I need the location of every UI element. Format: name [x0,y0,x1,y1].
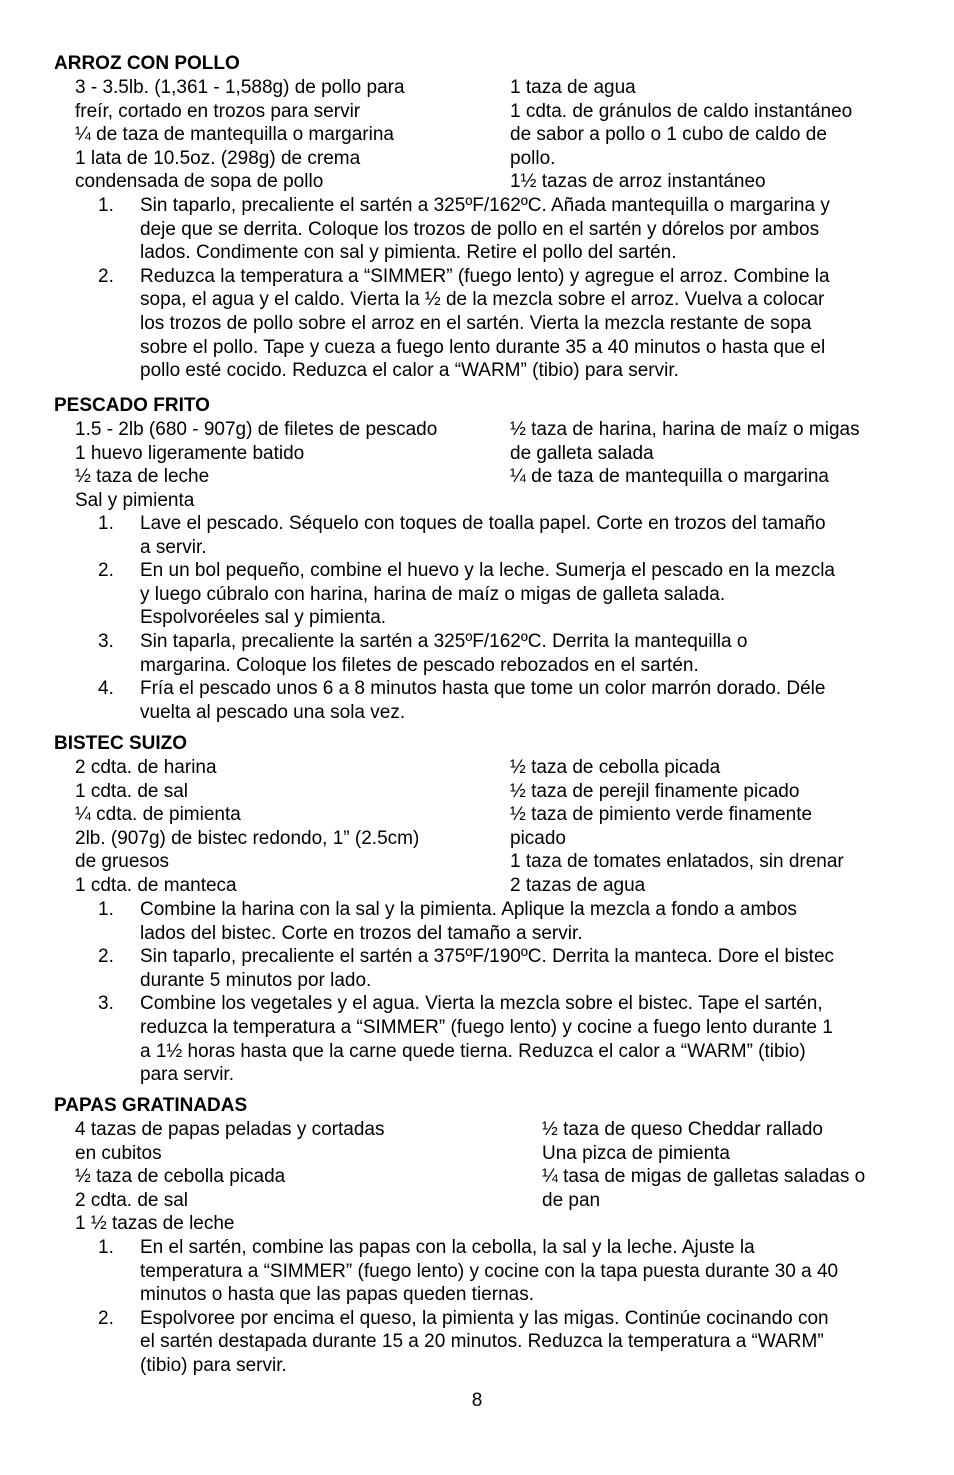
ingredient-line: de pan [542,1189,601,1211]
step-line: Sin taparla, precaliente la sartén a 325ºF/162ºC. Derrita la mantequilla o [140,630,748,652]
step-line: Combine la harina con la sal y la pimienta. Aplique la mezcla a fondo a ambos [140,899,797,920]
ingredient-line: Una pizca de pimienta [542,1142,730,1164]
ingredient-line: ¼ cdta. de pimienta [75,804,241,826]
step-line: Espolvoréeles sal y pimienta. [140,607,387,629]
ingredient-line: 1.5 - 2lb (680 - 907g) de filetes de pescado [75,419,438,440]
step-line: sopa, el agua y el caldo. Vierta la ½ de la mezcla sobre el arroz. Vuelva a colocar [140,289,825,311]
step-number: 1. [98,195,114,216]
step [54,677,904,724]
ingredient-line: 1 ½ tazas de leche [75,1213,235,1235]
ingredients-left-column [75,1118,384,1236]
step-line: vuelta al pescado una sola vez. [140,701,406,723]
ingredient-line: ½ taza de cebolla picada [75,1166,286,1188]
step-line: Fría el pescado unos 6 a 8 minutos hasta que tome un color marrón dorado. Déle [140,678,826,700]
ingredient-line: 1 taza de agua [510,77,636,98]
step-number: 2. [98,265,114,287]
ingredients [54,418,904,512]
ingredient-line: ½ taza de pimiento verde finamente [510,804,813,826]
step-line: sobre el pollo. Tape y cueza a fuego lento durante 35 a 40 minutos o hasta que el [140,336,826,358]
step-line: Espolvoree por encima el queso, la pimienta y las migas. Continúe cocinando con [140,1307,829,1329]
ingredients-right-column [510,418,860,489]
ingredient-line: de galleta salada [510,442,654,464]
ingredient-line: condensada de sopa de pollo [75,171,324,193]
ingredient-line: 2 tazas de agua [510,874,646,896]
step [54,194,904,265]
recipe-title: ARROZ CON POLLO [54,53,240,74]
ingredient-line: 1 huevo ligeramente batido [75,442,305,464]
ingredient-line: ½ taza de perejil finamente picado [510,780,800,802]
step-line: los trozos de pollo sobre el arroz en el sartén. Vierta la mezcla restante de sopa [140,312,812,334]
step [54,1236,904,1307]
ingredient-line: Sal y pimienta [75,489,195,511]
step-line: En el sartén, combine las papas con la cebolla, la sal y la leche. Ajuste la [140,1237,755,1258]
step-line: lados. Condimente con sal y pimienta. Retire el pollo del sartén. [140,242,677,264]
recipe-title: PAPAS GRATINADAS [54,1095,248,1116]
ingredients [54,756,904,898]
ingredients-right-column [542,1118,865,1212]
step [54,512,904,559]
step-text [140,194,904,265]
step-number: 1. [98,513,114,534]
step-line: el sartén destapada durante 15 a 20 minutos. Reduzca la temperatura a “WARM” [140,1331,824,1353]
ingredient-line: de gruesos [75,851,170,873]
step-line: Combine los vegetales y el agua. Vierta la mezcla sobre el bistec. Tape el sartén, [140,993,823,1015]
step-line: (tibio) para servir. [140,1354,287,1376]
step [54,945,904,992]
ingredients [54,1118,904,1236]
step-number: 1. [98,1237,114,1258]
step-line: lados del bistec. Corte en trozos del tamaño a servir. [140,922,583,944]
ingredient-line: ¼ de taza de mantequilla o margarina [510,466,829,488]
step-number: 2. [98,1307,114,1329]
ingredient-line: en cubitos [75,1142,162,1164]
step-line: pollo esté cocido. Reduzca el calor a “WARM” (tibio) para servir. [140,360,679,382]
step-number: 4. [98,678,114,700]
ingredient-line: 1 cdta. de gránulos de caldo instantáneo [510,100,853,122]
step-text [140,677,904,724]
ingredient-line: ¼ tasa de migas de galletas saladas o [542,1166,866,1188]
step [54,1307,904,1378]
step-line: durante 5 minutos por lado. [140,969,372,991]
step [54,265,904,383]
page-number: 8 [471,1390,483,1411]
step-number: 3. [98,630,114,652]
step-text [140,630,904,677]
recipe-title: PESCADO FRITO [54,395,210,416]
step-number: 2. [98,946,114,968]
recipe-title: BISTEC SUIZO [54,733,188,754]
recipe-pescado-frito [54,394,904,724]
step-line: Sin taparlo, precaliente el sartén a 375ºF/190ºC. Derrita la manteca. Dore el bistec [140,946,835,968]
ingredient-line: de sabor a pollo o 1 cubo de caldo de [510,124,827,146]
step-number: 3. [98,993,114,1015]
ingredient-line: ½ taza de cebolla picada [510,757,721,778]
step-number: 1. [98,899,114,920]
ingredient-line: 3 - 3.5lb. (1,361 - 1,588g) de pollo para [75,77,405,98]
step-text [140,559,904,630]
step-text [140,1236,904,1307]
step-line: temperatura a “SIMMER” (fuego lento) y cocine con la tapa puesta durante 30 a 40 [140,1260,839,1282]
ingredient-line: 2 cdta. de sal [75,1189,189,1211]
ingredient-line: 1 cdta. de manteca [75,874,237,896]
ingredients-right-column [510,76,852,194]
ingredient-line: 1 cdta. de sal [75,780,189,802]
step-line: margarina. Coloque los filetes de pescado rebozados en el sartén. [140,654,699,676]
ingredients-left-column [75,76,405,194]
ingredient-line: freír, cortado en trozos para servir [75,100,361,122]
ingredients [54,76,904,194]
step-line: a servir. [140,536,207,558]
step [54,898,904,945]
step-text [140,1307,904,1378]
step-line: deje que se derrita. Coloque los trozos de pollo en el sartén y dórelos por ambos [140,218,820,240]
ingredients-left-column [75,418,437,512]
ingredient-line: ¼ de taza de mantequilla o margarina [75,124,394,146]
ingredient-line: 4 tazas de papas peladas y cortadas [75,1119,385,1140]
step [54,559,904,630]
step-text [140,512,904,559]
step-line: Reduzca la temperatura a “SIMMER” (fuego lento) y agregue el arroz. Combine la [140,265,830,287]
step-text [140,898,904,945]
step-line: Sin taparlo, precaliente el sartén a 325ºF/162ºC. Añada mantequilla o margarina y [140,195,830,216]
step-text [140,945,904,992]
recipe-papas-gratinadas [54,1094,904,1378]
ingredients-right-column [510,756,844,898]
step-number: 2. [98,560,114,582]
step [54,630,904,677]
step-line: reduzca la temperatura a “SIMMER” (fuego lento) y cocine a fuego lento durante 1 [140,1016,833,1038]
ingredients-left-column [75,756,419,898]
step-line: En un bol pequeño, combine el huevo y la leche. Sumerja el pescado en la mezcla [140,560,835,582]
step-line: para servir. [140,1064,234,1086]
step-text [140,265,904,383]
ingredient-line: 2lb. (907g) de bistec redondo, 1” (2.5cm) [75,827,420,849]
step-line: a 1½ horas hasta que la carne quede tierna. Reduzca el calor a “WARM” (tibio) [140,1040,806,1062]
recipe-bistec-suizo [54,732,904,1087]
ingredient-line: ½ taza de harina, harina de maíz o migas [510,419,860,440]
ingredient-line: ½ taza de queso Cheddar rallado [542,1119,823,1140]
ingredient-line: 1½ tazas de arroz instantáneo [510,171,766,193]
step-line: y luego cúbralo con harina, harina de maíz o migas de galleta salada. [140,583,726,605]
step-text [140,992,904,1086]
step [54,992,904,1086]
ingredient-line: 1 taza de tomates enlatados, sin drenar [510,851,844,873]
ingredient-line: picado [510,827,566,849]
recipe-arroz-con-pollo [54,52,904,383]
step-line: Lave el pescado. Séquelo con toques de toalla papel. Corte en trozos del tamaño [140,513,826,534]
step-line: minutos o hasta que las papas queden tiernas. [140,1284,534,1306]
ingredient-line: 2 cdta. de harina [75,757,217,778]
ingredient-line: ½ taza de leche [75,466,210,488]
ingredient-line: 1 lata de 10.5oz. (298g) de crema [75,147,361,169]
ingredient-line: pollo. [510,147,556,169]
